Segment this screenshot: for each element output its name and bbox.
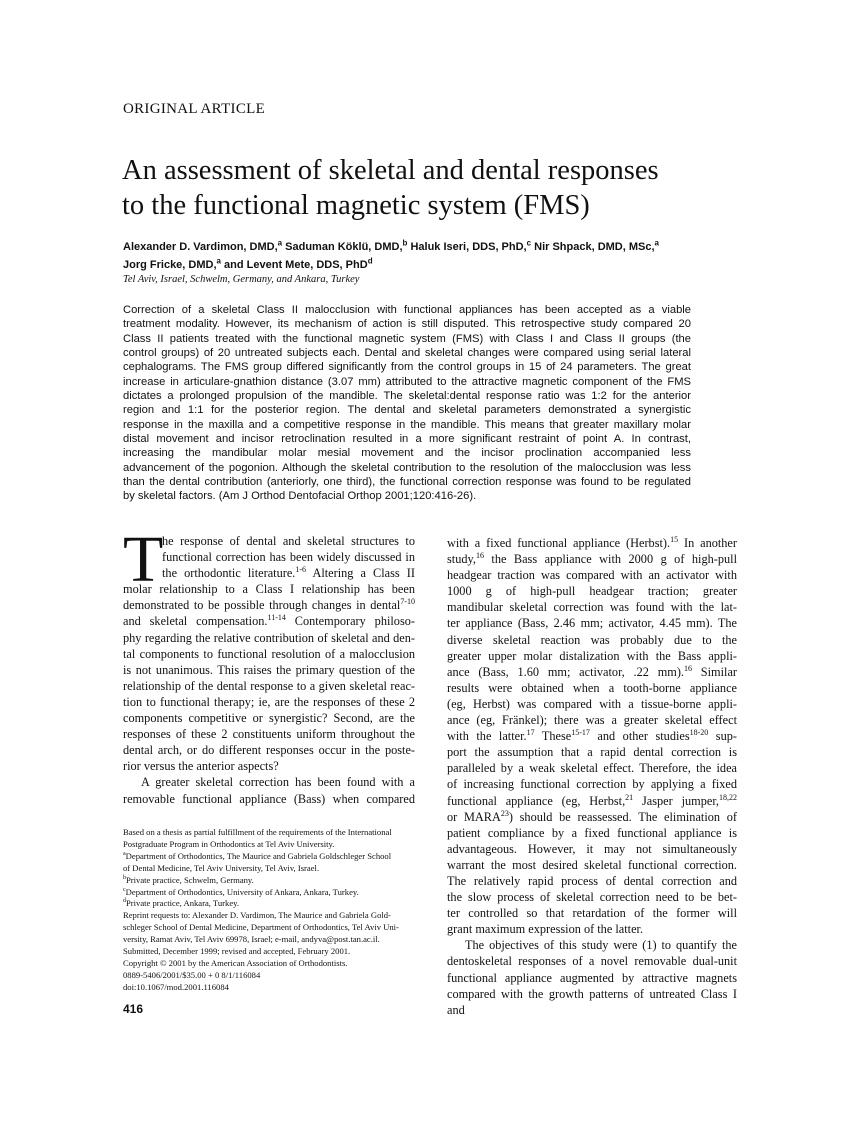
text-line: functional appliance (eg, Herbst,$^{21}$ Jasper jumper,$^{18,22}$ [447,792,737,808]
superscript: 16 [684,663,692,673]
superscript: 21 [625,792,634,802]
text-line: increasing the mandibular molar mesial movement and the incisor proclination accompanied less [123,447,691,460]
text-line: Submitted, December 1999; revised and accepted, February 2001. [123,946,351,957]
text-line: response in the maxilla and a competitive response in the mandible. This means that greater maxillary molar [123,418,691,431]
right-column [447,535,737,1018]
text-line: The relatively rapid process of dental correction and [447,873,737,888]
drop-cap: T [123,523,164,596]
text-line: than the dental contribution (anteriorly, one third), the functional correction response was found to be regulated [123,476,691,489]
superscript: 15-17 [571,728,590,738]
text-line: $^a$Department of Orthodontics, The Maurice and Gabriela Goldschleger School [123,850,392,861]
text-line: increase in articulare-gnathion distance (3.07 mm) attributed to the attractive magnetic component of the FMS [123,375,691,388]
text-line: 0889-5406/2001/$35.00 + 0 8/1/116084 [123,969,261,980]
text-line: demonstrated to be possible through changes in dental$^{7-10}$ [123,597,415,613]
text-line: tal components to functional resolution of a malocclusion [123,646,415,661]
text-line: dental arch, or do different responses occur in the poste- [123,743,415,758]
text-line: Jorg Fricke, DMD,$^a$ and Levent Mete, DDS, PhD$^d$ [123,256,373,271]
superscript: c [123,886,126,893]
text-line: results were obtained when a tooth-borne appliance [447,680,737,695]
superscript: 18,22 [719,792,737,802]
text-line: by skeletal factors. (Am J Orthod Dentofacial Orthop 2001;120:416-26). [123,490,477,503]
text-line: cephalograms. The FMS group differed significantly from the control groups in 15 of 24 parameters. The great [123,361,691,374]
text-line: treatment modality. However, its mechanism of action is still disputed. This retrospective study compared 20 [123,318,691,331]
text-line: A greater skeletal correction has been found with a [141,775,415,790]
text-line: tion to functional therapy; ie, are the responses of these 2 [123,694,415,709]
title-line: An assessment of skeletal and dental responses [122,155,659,186]
superscript: 11-14 [267,613,286,623]
superscript: 18-20 [689,728,709,738]
section-label: ORIGINAL ARTICLE [123,101,266,117]
text-line: Alexander D. Vardimon, DMD,$^a$ Saduman Köklü, DMD,$^b$ Haluk Iseri, DDS, PhD,$^c$ Nir Shpack, DMD, MSc,$^a$ [123,238,659,253]
text-line: $^d$Private practice, Ankara, Turkey. [123,898,240,909]
text-line: components competitive or synergistic? Second, are the [123,711,415,726]
author-list [123,238,659,274]
superscript: b [123,874,126,881]
page-number: 416 [123,1002,144,1016]
text-line: $^b$Private practice, Schwelm, Germany. [123,874,254,885]
text-line: Reprint requests to: Alexander D. Vardimon, The Maurice and Gabriela Gold- [123,910,391,921]
text-line: schleger School of Dental Medicine, Department of Orthodontics, Tel Aviv Uni- [123,922,399,933]
text-line: (eg, Herbst) was compared with a tissue-borne appli- [447,696,737,711]
paragraph [447,937,737,1017]
text-line: the orthodontic literature.$^{1-6}$ Altering a Class II [162,565,415,581]
text-line: study,$^{16}$ the Bass appliance with 2000 g of high-pull [447,551,737,567]
text-line: advantageous. However, it may not simultaneously [447,841,737,856]
text-line: 1000 g of high-pull headgear traction; greater [447,584,737,599]
superscript: c [526,238,532,248]
text-line: dentoskeletal responses of a novel removable dual-unit [447,954,737,969]
superscript: b [402,238,408,248]
text-line: with a fixed functional appliance (Herbst).$^{15}$ In another [447,534,737,550]
text-line: versity, Ramat Aviv, Tel Aviv 69978, Israel; e-mail, andyva@post.tan.ac.il. [123,934,380,945]
superscript: a [654,238,659,248]
superscript: a [123,850,126,857]
text-line: control groups) of 20 untreated subjects each. Dental and skeletal changes were compared using serial lateral [123,347,691,360]
text-line: of increasing functional correction by applying a fixed [447,777,737,792]
text-line: molar relationship to a Class I relationship has been [123,582,415,597]
article-title [122,153,659,223]
text-line: warrant the most desired skeletal functional correction. [447,857,737,872]
text-line: $^c$Department of Orthodontics, University of Ankara, Ankara, Turkey. [123,886,359,897]
text-line: and skeletal compensation.$^{11-14}$ Contemporary philoso- [123,613,415,629]
text-line: headgear traction was compared with an activator with [447,568,737,583]
author-location: Tel Aviv, Israel, Schwelm, Germany, and Ankara, Turkey [123,274,360,285]
text-line: relationship of the dental response to a given skeletal reac- [123,678,415,693]
text-line: Copyright © 2001 by the American Association of Orthodontists. [123,957,348,968]
text-line: Correction of a skeletal Class II malocclusion with functional appliances has been accepted as a viable [123,304,691,316]
superscript: 17 [526,728,535,738]
paragraph [123,774,415,806]
text-line: ance (Bass, 1.60 mm; activator, .22 mm).$^{16}$ Similar [447,663,737,679]
text-line: The objectives of this study were (1) to quantify the [465,938,737,953]
text-line: greater upper molar distalization with the Bass appli- [447,648,737,663]
text-line: grant maximum expression of the latter. [447,922,644,937]
superscript: a [277,238,283,248]
text-line: Based on a thesis as partial fulfillment of the requirements of the International [123,827,392,837]
text-line: compared with the growth patterns of untreated Class I and [447,986,737,1017]
paragraph [447,535,737,937]
text-line: advancement of the pogonion. Although the skeletal contribution to the resolution of the malocclusion was less [123,461,691,474]
paragraph-lines [123,533,415,774]
text-line: diverse skeletal reaction was probably due to the [447,632,737,647]
text-line: patient compliance by a fixed functional appliance is [447,825,737,840]
superscript: a [216,256,221,266]
left-column [123,523,415,807]
text-line: with the latter.$^{17}$ These$^{15-17}$ and other studies$^{18-20}$ sup- [447,728,737,744]
text-line: functional appliance augmented by attractive magnets [447,970,737,985]
text-line: is not unanimous. This raises the primary question of the [123,662,415,677]
text-line: Postgraduate Program in Orthodontics at Tel Aviv University. [123,838,335,849]
footnotes [123,827,415,994]
text-line: responses of these 2 constituents uniform throughout the [123,727,415,742]
text-line: removable functional appliance (Bass) when compared [123,791,415,806]
title-line: to the functional magnetic system (FMS) [122,190,590,221]
superscript: d [367,256,373,266]
text-line: of Dental Medicine, Tel Aviv University, Tel Aviv, Israel. [123,862,320,873]
text-line: port the assumption that a rapid dental correction is [447,745,737,760]
text-line: functional correction has been widely discussed in [162,550,415,565]
text-line: dictates a prolonged propulsion of the mandible. The skeletal:dental response ratio was 1:2 for the anterior [123,390,691,403]
text-line: ance (eg, Fränkel); there was a greater skeletal effect [447,713,737,728]
text-line: or MARA$^{23}$) should be reassessed. The elimination of [447,808,737,824]
text-line: paralleled by a weak skeletal effect. Therefore, the idea [447,761,737,776]
text-line: mandibular skeletal correction was found with the lat- [447,600,737,615]
abstract [123,303,691,504]
superscript: 15 [670,534,679,544]
text-line: ter controlled so that retardation of the former will [447,906,737,921]
text-line: doi:10.1067/mod.2001.116084 [123,981,229,992]
text-line: Class II patients treated with the functional magnetic system (FMS) with Class I and Class II groups (the [123,332,691,345]
superscript: 16 [475,551,484,560]
text-line: rior versus the anterior aspects? [123,759,279,774]
superscript: 1-6 [295,565,307,575]
intro-paragraph [123,523,415,774]
text-line: distal movement and incisor retroclination resulted in a more significant restraint of point A. In contrast, [123,433,691,446]
text-line: ter appliance (Bass, 2.46 mm; activator, 4.45 mm). The [447,616,737,631]
text-line: he response of dental and skeletal structures to [162,534,415,548]
superscript: 7-10 [400,597,415,607]
text-line: region and 1:1 for the posterior region. The dental and skeletal parameters demonstrated a synergistic [123,404,691,417]
text-line: phy regarding the relative contribution of skeletal and den- [123,630,415,645]
text-line: the slow process of skeletal correction need to be bet- [447,890,737,905]
superscript: d [123,898,126,905]
superscript: 23 [500,808,509,818]
